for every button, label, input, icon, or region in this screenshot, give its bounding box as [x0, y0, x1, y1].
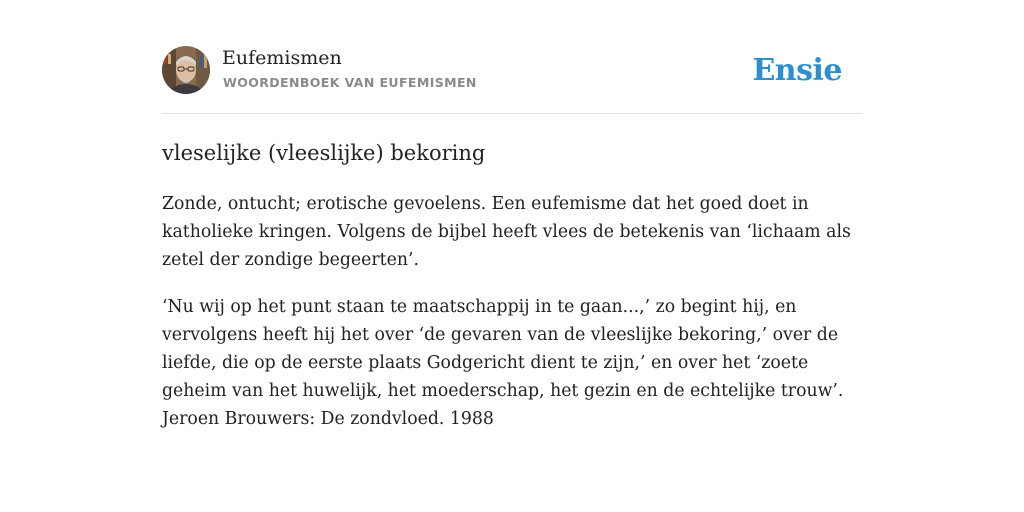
definition-line: Zonde, ontucht; erotische gevoelens. Een eufemisme dat het goed doet in	[162, 194, 809, 214]
entry-quote	[162, 293, 862, 433]
header	[162, 46, 862, 96]
definition-line: katholieke kringen. Volgens de bijbel heeft vlees de betekenis van ‘lichaam als	[162, 222, 851, 242]
entry-definition	[162, 190, 862, 274]
avatar-portrait-icon	[162, 46, 210, 94]
quote-line: geheim van het huwelijk, het moederschap, het gezin en de echtelijke trouw’.	[162, 381, 844, 401]
entry-title: vleselijke (vleeslijke) bekoring	[162, 141, 486, 165]
quote-line: vervolgens heeft hij het over ‘de gevaren van de vleeslijke bekoring,’ over de	[162, 325, 839, 345]
quote-line: liefde, die op de eerste plaats Godgericht dient te zijn,’ en over het ‘zoete	[162, 353, 809, 373]
author-subtitle[interactable]: WOORDENBOEK VAN EUFEMISMEN	[223, 75, 477, 90]
avatar[interactable]	[162, 46, 210, 94]
quote-source: Jeroen Brouwers: De zondvloed. 1988	[162, 409, 494, 429]
definition-line: zetel der zondige begeerten’.	[162, 250, 419, 270]
header-divider	[162, 113, 862, 114]
author-name[interactable]: Eufemismen	[222, 47, 342, 69]
brand-logo[interactable]: Ensie	[752, 53, 842, 88]
quote-line: ‘Nu wij op het punt staan te maatschappij in te gaan...,’ zo begint hij, en	[162, 297, 797, 317]
